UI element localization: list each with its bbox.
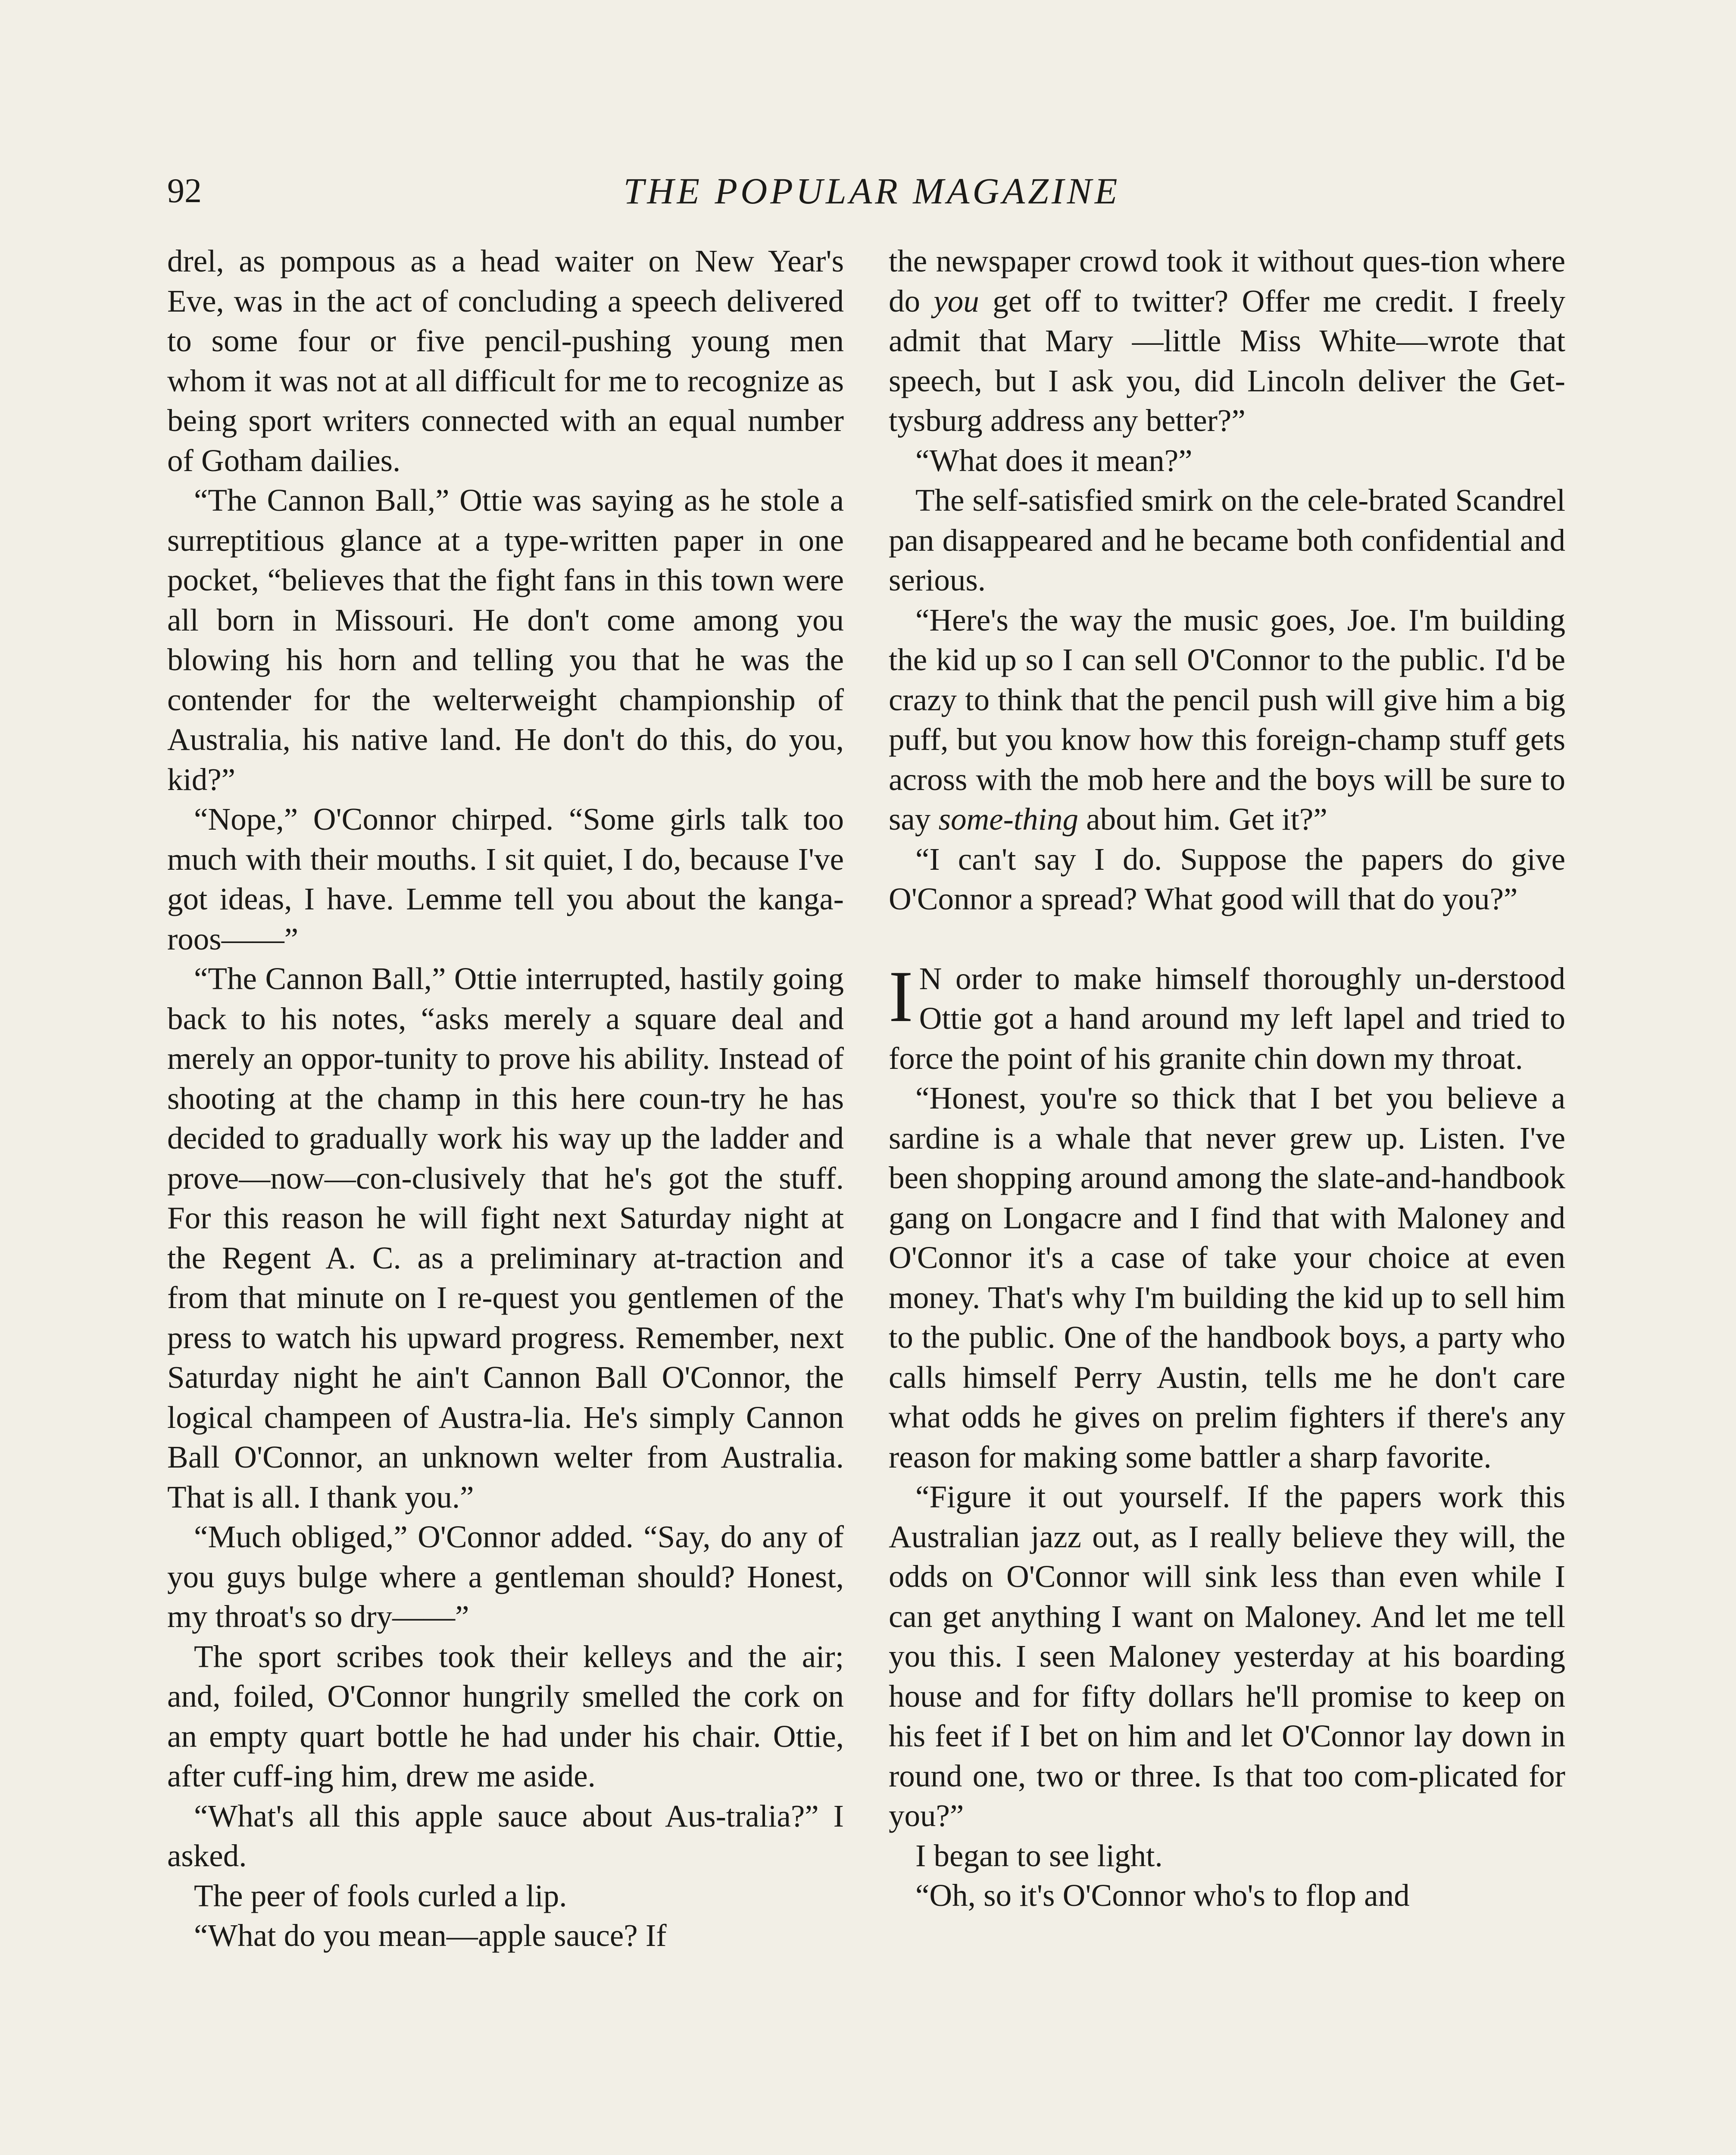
- section-break: [889, 919, 1565, 959]
- paragraph: I began to see light.: [915, 1838, 1163, 1873]
- text-run: N order to make himself thoroughly un-derstood Ottie got a hand around my left lapel and tried to force the point of his granite chin down my throat.: [889, 961, 1565, 1076]
- paragraph: [889, 241, 1565, 441]
- paragraph: The peer of fools curled a lip.: [194, 1878, 567, 1913]
- emphasis: you: [934, 283, 979, 319]
- paragraph: “The Cannon Ball,” Ottie interrupted, hastily going back to his notes, “asks merely a square deal and merely an oppor-tunity to prove his ability. Instead of shooting at the champ in this here coun-try he has decided to gradually work his way up the ladder and prove—now—con-clusively that he's got the stuff. For this reason he will fight next Saturday night at the Regent A. C. as a preliminary at-traction and from that minute on I re-quest you gentlemen of the press to watch his upward progress. Remember, next Saturday night he ain't Cannon Ball O'Connor, the logical champeen of Austra-lia. He's simply Cannon Ball O'Connor, an unknown welter from Australia. That is all. I thank you.”: [167, 961, 844, 1515]
- text-run: the newspaper crowd took it without ques-tion where do: [889, 244, 1565, 319]
- page-number: 92: [167, 172, 202, 210]
- text-run: get off to twitter? Offer me credit. I freely admit that Mary —little Miss White—wrote that speech, but I ask you, did Lincoln deliver the Get-tysburg address any better?”: [889, 283, 1565, 438]
- drop-cap: I: [889, 956, 913, 1037]
- paragraph: “Oh, so it's O'Connor who's to flop and: [915, 1878, 1410, 1913]
- paragraph: drel, as pompous as a head waiter on New Year's Eve, was in the act of concluding a speech delivered to some four or five pencil-pushing young men whom it was not at all difficult for me to recognize as being sport writers connected with an equal number of Gotham dailies.: [167, 244, 844, 478]
- running-title: THE POPULAR MAGAZINE: [623, 170, 1121, 212]
- paragraph: [889, 956, 1565, 1079]
- paragraph: “Much obliged,” O'Connor added. “Say, do any of you guys bulge where a gentleman should? Honest, my throat's so dry——”: [167, 1519, 844, 1634]
- paragraph: “What's all this apple sauce about Aus-tralia?” I asked.: [167, 1798, 844, 1873]
- text-run: “Here's the way the music goes, Joe. I'm building the kid up so I can sell O'Connor to the public. I'd be crazy to think that the pencil push will give him a big puff, but you know how this foreign-champ stuff gets across with the mob here and the boys will be sure to say: [889, 602, 1565, 837]
- right-column: [889, 241, 1565, 1916]
- paragraph: “What do you mean—apple sauce? If: [194, 1918, 667, 1953]
- paragraph: The self-satisfied smirk on the cele-brated Scandrel pan disappeared and he became both confidential and serious.: [889, 483, 1565, 597]
- paragraph: “Figure it out yourself. If the papers work this Australian jazz out, as I really believe they will, the odds on O'Connor will sink less than even while I can get anything I want on Maloney. And let me tell you this. I seen Maloney yesterday at his boarding house and for fifty dollars he'll promise to keep on his feet if I bet on him and let O'Connor lay down in round one, two or three. Is that too com-plicated for you?”: [889, 1479, 1565, 1833]
- emphasis: some-thing: [938, 802, 1078, 837]
- text-run: about him. Get it?”: [1078, 802, 1327, 837]
- paragraph: “The Cannon Ball,” Ottie was saying as he stole a surreptitious glance at a type-written paper in one pocket, “believes that the fight fans in this town were all born in Missouri. He don't come among you blowing his horn and telling you that he was the contender for the welterweight championship of Australia, his native land. He don't do this, do you, kid?”: [167, 483, 844, 797]
- paragraph: [889, 600, 1565, 840]
- left-column: [167, 241, 844, 1956]
- paragraph: “I can't say I do. Suppose the papers do give O'Connor a spread? What good will that do you?”: [889, 841, 1565, 916]
- paragraph: The sport scribes took their kelleys and the air; and, foiled, O'Connor hungrily smelled the cork on an empty quart bottle he had under his chair. Ottie, after cuff-ing him, drew me aside.: [167, 1639, 844, 1793]
- paragraph: “Nope,” O'Connor chirped. “Some girls talk too much with their mouths. I sit quiet, I do, because I've got ideas, I have. Lemme tell you about the kanga-roos——”: [167, 802, 844, 956]
- page-header: [167, 167, 1577, 219]
- paragraph: “Honest, you're so thick that I bet you believe a sardine is a whale that never grew up. Listen. I've been shopping around among the slate-and-handbook gang on Longacre and I find that with Maloney and O'Connor it's a case of take your choice at even money. That's why I'm building the kid up to sell him to the public. One of the handbook boys, a party who calls himself Perry Austin, tells me he don't care what odds he gives on prelim fighters if there's any reason for making some battler a sharp favorite.: [889, 1081, 1565, 1474]
- paragraph: “What does it mean?”: [915, 443, 1193, 478]
